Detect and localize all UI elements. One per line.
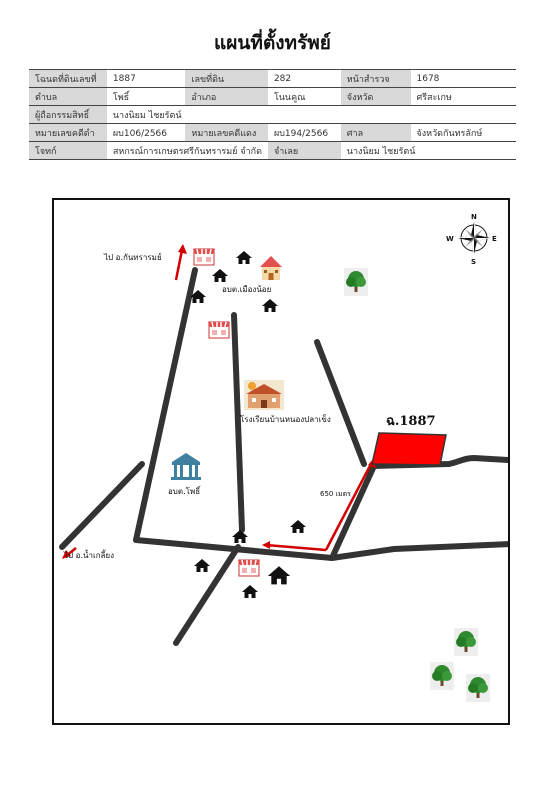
survey-page-label: หน้าสำรวจ: [341, 70, 411, 88]
temple-icon: [260, 256, 282, 280]
route: [66, 250, 372, 556]
house-icon: [290, 520, 306, 533]
owner-label: ผู้ถือกรรมสิทธิ์: [29, 106, 107, 124]
road-northeast-diagonal: [317, 342, 364, 464]
government-building-icon: [170, 452, 202, 482]
red-case-label: หมายเลขคดีแดง: [185, 124, 268, 142]
compass-east: E: [492, 235, 497, 243]
black-case-value: ผบ106/2566: [107, 124, 186, 142]
arrow-head-west: [262, 541, 270, 549]
tree-icon: [454, 628, 478, 656]
red-case-value: ผบ194/2566: [268, 124, 341, 142]
label-school: โรงเรียนบ้านหนองปลาเข็ง: [240, 415, 331, 424]
route-line: [266, 545, 326, 550]
defendant-label: จำเลย: [268, 142, 341, 160]
plaintiff-value: สหกรณ์การเกษตรศรีกันทรารมย์ จำกัด: [107, 142, 268, 160]
road-north: [136, 270, 195, 540]
house-icon: [236, 251, 252, 264]
property-info-table: [29, 69, 516, 160]
label-obt-muangnoi: อบต.เมืองน้อย: [222, 285, 272, 294]
route-arrowheads: [62, 244, 376, 559]
shop-icon: [208, 322, 230, 338]
info-row-parties: [29, 142, 516, 160]
info-row-deed: [29, 70, 516, 88]
house-icon: [242, 585, 258, 598]
compass-south: S: [471, 258, 477, 266]
land-number-label: เลขที่ดิน: [185, 70, 268, 88]
deed-label: โฉนดที่ดินเลขที่: [29, 70, 107, 88]
info-row-case: [29, 124, 516, 142]
compass-west: W: [446, 235, 454, 243]
road-south: [176, 547, 238, 643]
land-number-value: 282: [268, 70, 341, 88]
subdistrict-value: โพธิ์: [107, 88, 186, 106]
province-value: ศรีสะเกษ: [411, 88, 517, 106]
tree-icon: [344, 268, 368, 296]
route-line-up: [326, 462, 372, 550]
compass-north: N: [471, 213, 477, 221]
road-east: [332, 544, 510, 558]
plot-area: [372, 433, 446, 465]
district-value: โนนคูณ: [268, 88, 341, 106]
house-icon: [194, 559, 210, 572]
road-to-plot: [332, 466, 374, 558]
subdistrict-label: ตำบล: [29, 88, 107, 106]
court-label: ศาล: [341, 124, 411, 142]
shop-icon: [238, 560, 260, 576]
house-icon: [262, 299, 278, 312]
court-value: จังหวัดกันทรลักษ์: [411, 124, 517, 142]
page-title: แผนที่ตั้งทรัพย์: [214, 32, 331, 54]
deed-value: 1887: [107, 70, 186, 88]
label-to-kanthararom: ไป อ.กันทรารมย์: [104, 253, 162, 262]
arrow-head-north: [178, 244, 187, 254]
black-case-label: หมายเลขคดีดำ: [29, 124, 107, 142]
location-map: [52, 198, 510, 725]
house-icon: [232, 530, 248, 543]
compass-icon: [446, 213, 497, 266]
road-southwest: [62, 464, 142, 547]
roads: [62, 270, 510, 643]
arrow-to-kanthararom: [176, 250, 182, 280]
tree-icon: [466, 674, 490, 702]
shop-icon: [193, 249, 215, 265]
tree-icon: [430, 662, 454, 690]
survey-page-value: 1678: [411, 70, 517, 88]
owner-value: นางนิยม ไชยรัตน์: [107, 106, 516, 124]
defendant-value: นางนิยม ไชยรัตน์: [341, 142, 516, 160]
label-obt-pho: อบต.โพธิ์: [168, 487, 201, 496]
plot-label: ฉ.1887: [386, 414, 436, 429]
label-to-namkliang: ไป อ.น้ำเกลี้ยง: [64, 551, 115, 560]
province-label: จังหวัด: [341, 88, 411, 106]
info-row-location: [29, 88, 516, 106]
plaintiff-label: โจทก์: [29, 142, 107, 160]
label-distance: 650 เมตร: [320, 490, 351, 498]
house-icon: [268, 566, 290, 584]
district-label: อำเภอ: [185, 88, 268, 106]
info-row-owner: [29, 106, 516, 124]
school-icon: [244, 380, 284, 410]
house-icon: [212, 269, 228, 282]
